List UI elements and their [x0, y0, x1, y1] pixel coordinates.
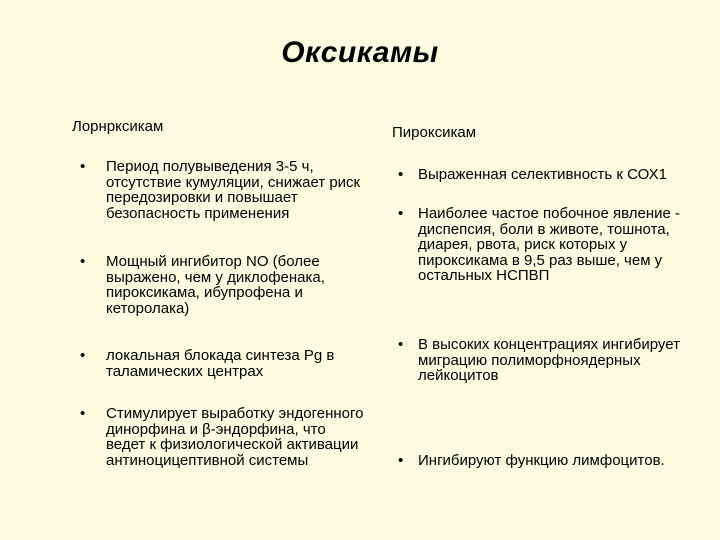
right-item-1: Выраженная селективность к СОХ1	[418, 166, 667, 183]
bullet-icon: •	[80, 405, 86, 422]
left-column-heading: Лорнрксикам	[72, 118, 164, 135]
right-item-4: Ингибируют функцию лимфоцитов.	[418, 452, 665, 469]
bullet-icon: •	[398, 336, 404, 353]
bullet-icon: •	[398, 452, 404, 469]
right-item-3: В высоких концентрациях ингибирует миграцию полиморфноядерных лейкоцитов	[418, 336, 680, 384]
bullet-icon: •	[398, 205, 404, 222]
bullet-icon: •	[398, 166, 404, 183]
left-item-3: локальная блокада синтеза Pg в таламических центрах	[106, 347, 335, 380]
right-item-2: Наиболее частое побочное явление - диспепсия, боли в животе, тошнота, диарея, рвота, риск которых у пироксикама в 9,5 раз выше, чем у остальных НСПВП	[418, 205, 681, 284]
left-item-1: Период полувыведения 3-5 ч, отсутствие кумуляции, снижает риск передозировки и повышает безопасность применения	[106, 158, 361, 222]
left-item-4: Стимулирует выработку эндогенного динорфина и β-эндорфина, что ведет к физиологической активации антиноцицептивной системы	[106, 405, 364, 469]
right-column-heading: Пироксикам	[392, 124, 477, 141]
bullet-icon: •	[80, 253, 86, 270]
bullet-icon: •	[80, 347, 86, 364]
left-item-2: Мощный ингибитор NO (более выражено, чем у диклофенака, пироксикама, ибупрофена и кеторолака)	[106, 253, 325, 317]
bullet-icon: •	[80, 158, 86, 175]
slide-title: Оксикамы	[281, 36, 439, 69]
